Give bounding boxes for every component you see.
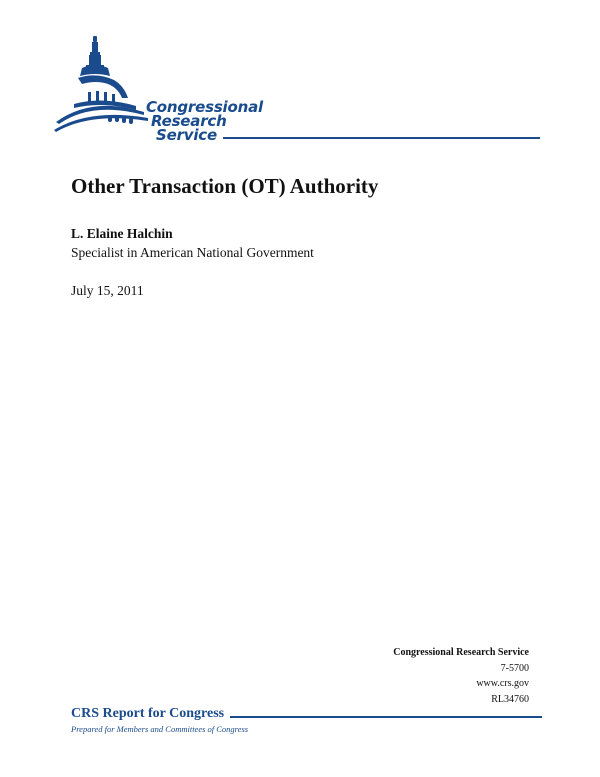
author-name: L. Elaine Halchin [71,226,173,241]
logo-line-research: Research [151,112,227,130]
logo-line-service: Service [156,126,217,144]
info-number: 7-5700 [500,662,529,674]
header-divider [223,137,540,139]
report-title: Other Transaction (OT) Authority [71,174,379,198]
info-website: www.crs.gov [476,678,529,689]
logo-wordmark [146,100,263,142]
info-org: Congressional Research Service [393,647,529,658]
report-date: July 15, 2011 [71,283,144,298]
author-role: Specialist in American National Government [71,245,314,260]
footer-title: CRS Report for Congress [71,706,225,721]
publication-info [393,645,529,707]
logo-line-congressional: Congressional [146,98,263,116]
info-report-id: RL34760 [491,693,529,705]
footer-subtitle: Prepared for Members and Committees of Congress [71,724,249,734]
capitol-dome-icon [52,34,152,146]
footer-divider [230,716,542,718]
